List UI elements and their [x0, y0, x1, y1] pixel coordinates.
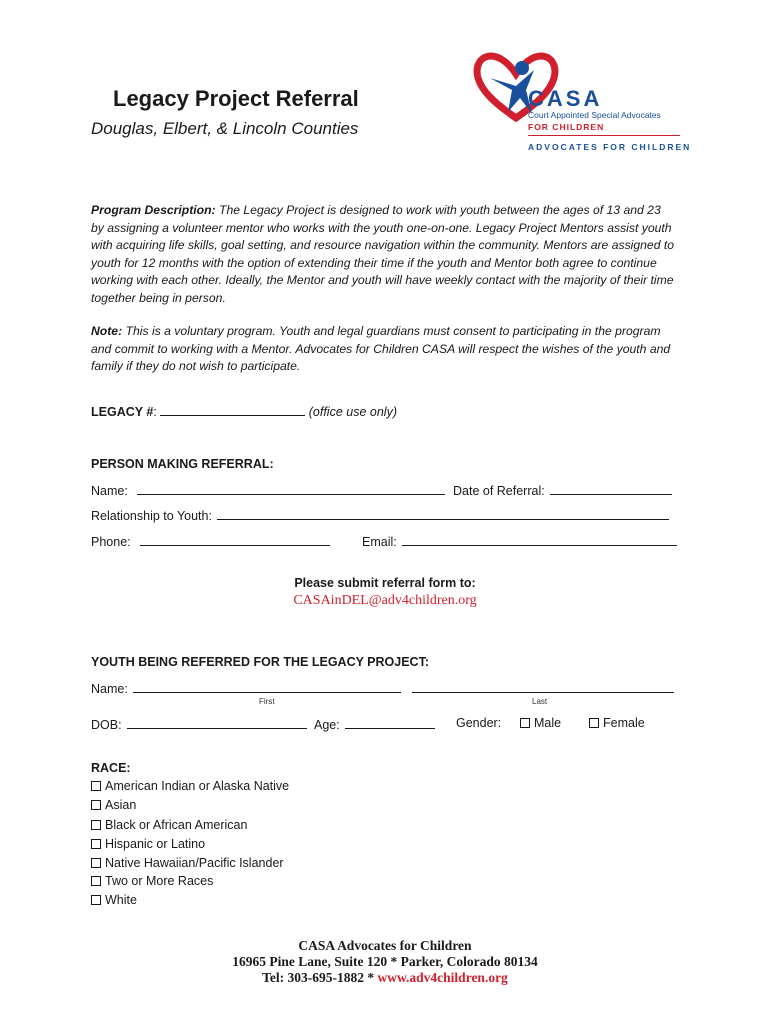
referral-date-label: Date of Referral:	[453, 484, 545, 498]
dob-field[interactable]	[127, 716, 307, 729]
referrer-name-label: Name:	[91, 484, 128, 498]
race-option[interactable]	[91, 856, 284, 870]
female-checkbox[interactable]	[589, 718, 599, 728]
race-checkbox[interactable]	[91, 839, 101, 849]
race-option-label: Asian	[105, 798, 137, 812]
race-checkbox[interactable]	[91, 876, 101, 886]
race-option-label: Black or African American	[105, 818, 248, 832]
page-title: Legacy Project Referral	[113, 86, 359, 111]
female-label: Female	[603, 716, 645, 730]
referral-date-row	[453, 482, 672, 498]
submit-instructions: Please submit referral form to:	[294, 576, 476, 590]
program-description-label: Program Description:	[91, 203, 216, 217]
footer-contact	[0, 970, 770, 986]
gender-label: Gender:	[456, 716, 502, 730]
gender-male-option[interactable]	[520, 716, 561, 730]
race-checkbox[interactable]	[91, 895, 101, 905]
race-checkbox[interactable]	[91, 781, 101, 791]
race-option[interactable]	[91, 779, 289, 793]
age-field[interactable]	[345, 716, 435, 729]
logo-tagline: Court Appointed Special Advocates	[528, 110, 661, 120]
program-description	[91, 202, 676, 308]
race-option[interactable]	[91, 818, 247, 832]
office-use-note: (office use only)	[308, 405, 397, 419]
race-option-label: Hispanic or Latino	[105, 837, 206, 851]
referrer-heading: PERSON MAKING REFERRAL:	[91, 457, 274, 471]
email-field[interactable]	[402, 533, 677, 546]
relationship-label: Relationship to Youth:	[91, 509, 212, 523]
referrer-name-row	[91, 482, 445, 498]
submit-email-link[interactable]: CASAinDEL@adv4children.org	[293, 593, 477, 608]
last-name-caption: Last	[532, 697, 548, 706]
legacy-colon: :	[153, 405, 157, 419]
youth-last-name-field[interactable]	[412, 680, 674, 693]
race-heading: RACE:	[91, 761, 131, 775]
race-option-label: Two or More Races	[105, 874, 214, 888]
youth-name-row	[91, 680, 401, 696]
email-label: Email:	[362, 535, 397, 549]
logo-for-children: FOR CHILDREN	[528, 122, 605, 132]
dob-label: DOB:	[91, 718, 122, 732]
footer-website-link[interactable]: www.adv4children.org	[377, 970, 508, 985]
legacy-number-label: LEGACY #	[91, 405, 154, 419]
gender-female-option[interactable]	[589, 716, 645, 730]
footer-tel: Tel: 303-695-1882 *	[262, 970, 378, 985]
footer-address: 16965 Pine Lane, Suite 120 * Parker, Colorado 80134	[232, 954, 538, 969]
logo-divider	[528, 135, 680, 136]
relationship-field[interactable]	[217, 507, 669, 520]
age-row	[314, 716, 435, 732]
race-checkbox[interactable]	[91, 858, 101, 868]
youth-first-name-field[interactable]	[133, 680, 401, 693]
youth-heading: YOUTH BEING REFERRED FOR THE LEGACY PROJECT:	[91, 655, 429, 669]
race-option[interactable]	[91, 837, 205, 851]
note-label: Note:	[91, 324, 123, 338]
relationship-row	[91, 507, 669, 523]
race-option-label: American Indian or Alaska Native	[105, 779, 290, 793]
dob-row	[91, 716, 307, 732]
male-label: Male	[534, 716, 562, 730]
race-checkbox[interactable]	[91, 800, 101, 810]
program-description-text: The Legacy Project is designed to work with youth between the ages of 13 and 23 by assigning a volunteer mentor who works with the youth one-on-one. Legacy Project Mentors assist youth with acquiring life skills, goal setting, and resource navigation within the community. Mentors are assigned to youth for 12 months with the option of extending their time if the youth and Mentor both agree to continue working with each other. Ideally, the Mentor and youth will have weekly contact with the majority of their time together being in person.	[91, 203, 675, 305]
logo-advocates: ADVOCATES FOR CHILDREN	[528, 142, 692, 152]
race-option-label: Native Hawaiian/Pacific Islander	[105, 856, 284, 870]
note	[91, 323, 676, 376]
referrer-name-field[interactable]	[137, 482, 445, 495]
race-option-label: White	[105, 893, 137, 907]
phone-field[interactable]	[140, 533, 330, 546]
legacy-number-row	[91, 403, 397, 419]
logo-brand: CASA	[528, 86, 603, 111]
footer-org: CASA Advocates for Children	[298, 938, 472, 953]
youth-last-name-row	[412, 680, 674, 696]
casa-logo	[468, 34, 692, 154]
first-name-caption: First	[259, 697, 275, 706]
page-subtitle: Douglas, Elbert, & Lincoln Counties	[91, 119, 359, 138]
race-option[interactable]	[91, 874, 213, 888]
email-row	[362, 533, 677, 549]
race-option[interactable]	[91, 798, 136, 812]
race-option[interactable]	[91, 893, 137, 907]
referral-date-field[interactable]	[550, 482, 672, 495]
race-checkbox[interactable]	[91, 820, 101, 830]
legacy-number-field[interactable]	[160, 403, 305, 416]
youth-name-label: Name:	[91, 682, 128, 696]
note-text: This is a voluntary program. Youth and legal guardians must consent to participating in the program and commit to working with a Mentor. Advocates for Children CASA will respect the wishes of the youth and family if they do not wish to participate.	[91, 324, 671, 374]
male-checkbox[interactable]	[520, 718, 530, 728]
phone-label: Phone:	[91, 535, 131, 549]
phone-row	[91, 533, 330, 549]
age-label: Age:	[314, 718, 340, 732]
